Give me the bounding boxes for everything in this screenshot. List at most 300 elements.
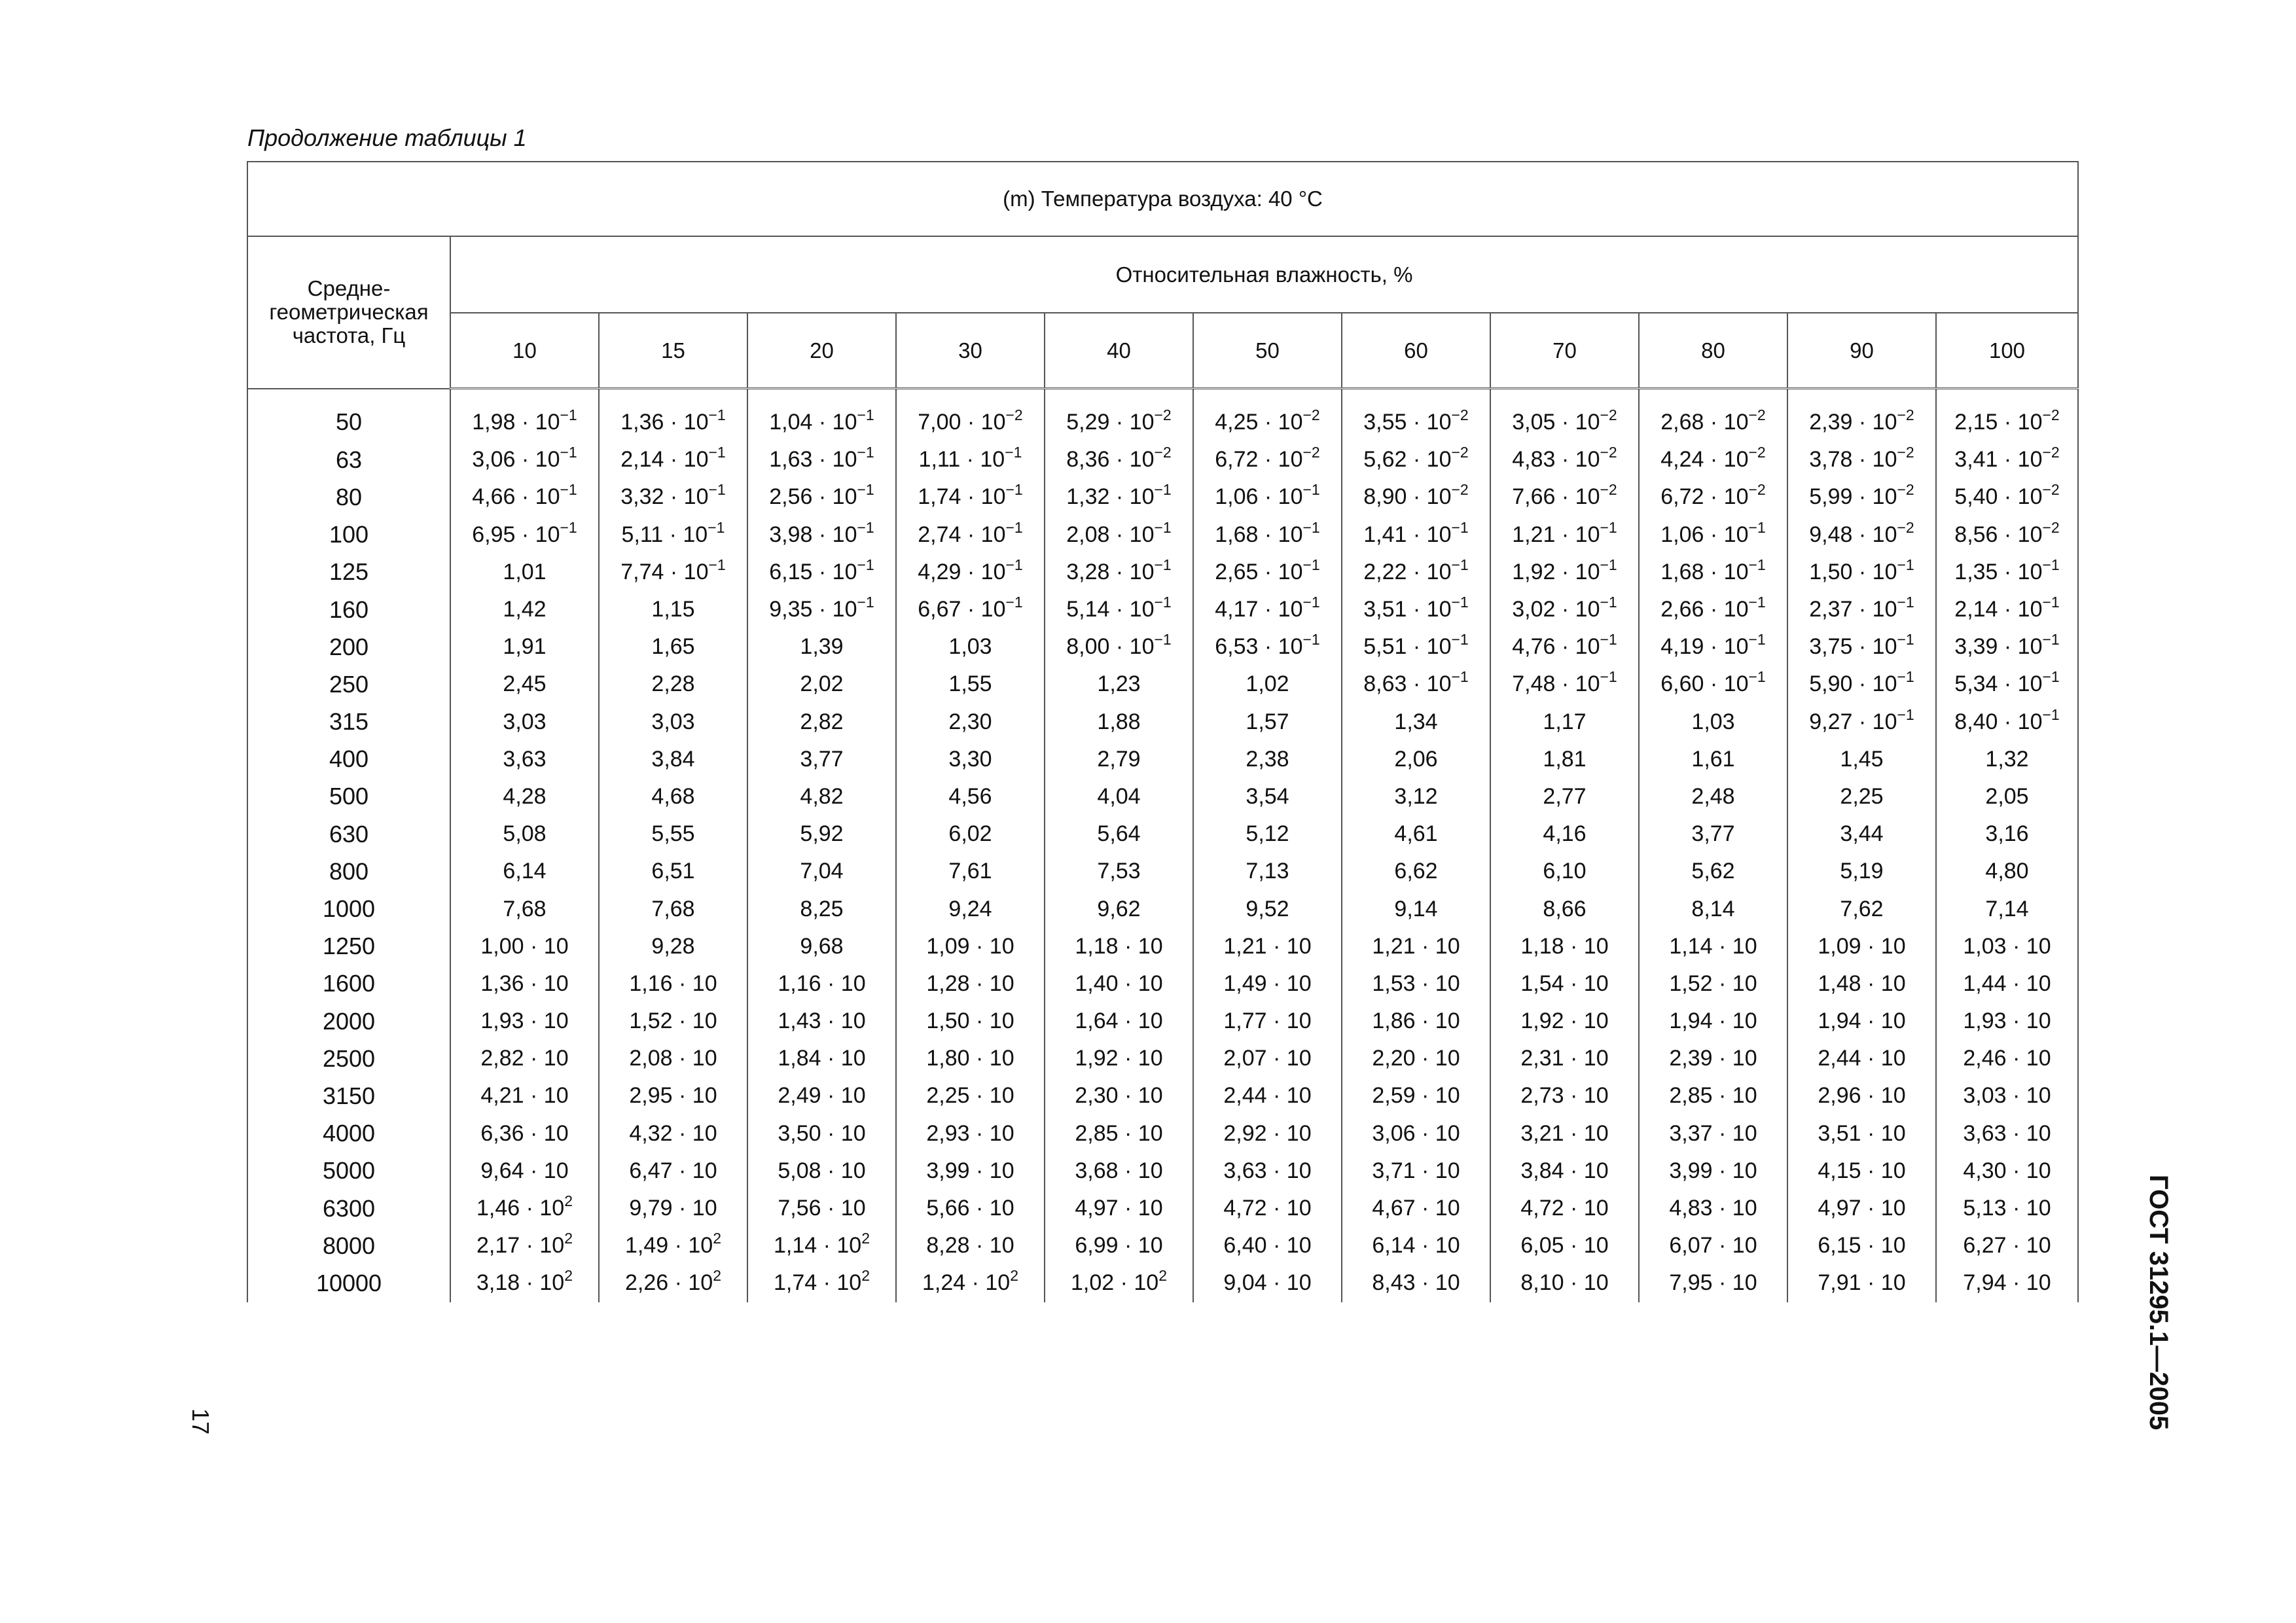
- attenuation-cell: 4,82: [747, 778, 896, 815]
- attenuation-cell: 9,62: [1045, 890, 1193, 927]
- table-row: [247, 666, 2078, 703]
- attenuation-cell: $1,06 \cdot 10^{-1}$: [1639, 516, 1787, 554]
- attenuation-cell: 3,68 · 10: [1045, 1152, 1193, 1190]
- attenuation-cell: 5,19: [1787, 853, 1936, 890]
- attenuation-cell: 3,51 · 10: [1787, 1115, 1936, 1152]
- attenuation-cell: $3,41 \cdot 10^{-2}$: [1936, 441, 2078, 478]
- attenuation-cell: $8,36 \cdot 10^{-2}$: [1045, 441, 1193, 478]
- attenuation-cell: $2,37 \cdot 10^{-1}$: [1787, 591, 1936, 628]
- attenuation-cell: 3,44: [1787, 815, 1936, 853]
- attenuation-cell: $1,68 \cdot 10^{-1}$: [1193, 516, 1342, 554]
- attenuation-cell: $1,50 \cdot 10^{-1}$: [1787, 554, 1936, 591]
- attenuation-cell: $3,32 \cdot 10^{-1}$: [599, 478, 747, 516]
- attenuation-cell: 8,14: [1639, 890, 1787, 927]
- frequency-cell: 1250: [247, 928, 450, 965]
- attenuation-cell: 6,51: [599, 853, 747, 890]
- attenuation-cell: $2,14 \cdot 10^{-1}$: [1936, 591, 2078, 628]
- attenuation-cell: $7,48 \cdot 10^{-1}$: [1490, 666, 1639, 703]
- attenuation-cell: 5,64: [1045, 815, 1193, 853]
- attenuation-cell: 1,84 · 10: [747, 1040, 896, 1077]
- attenuation-cell: 1,00 · 10: [450, 928, 599, 965]
- attenuation-cell: 7,94 · 10: [1936, 1264, 2078, 1302]
- attenuation-cell: 6,14: [450, 853, 599, 890]
- attenuation-cell: $4,83 \cdot 10^{-2}$: [1490, 441, 1639, 478]
- attenuation-cell: 7,91 · 10: [1787, 1264, 1936, 1302]
- attenuation-cell: $1,24 \cdot 10^2$: [896, 1264, 1045, 1302]
- attenuation-cell: 1,34: [1342, 704, 1490, 741]
- table-row: [247, 890, 2078, 927]
- table-row: [247, 1077, 2078, 1115]
- attenuation-cell: 1,91: [450, 628, 599, 666]
- attenuation-cell: 1,48 · 10: [1787, 965, 1936, 1003]
- attenuation-cell: 1,21 · 10: [1193, 928, 1342, 965]
- attenuation-cell: $3,06 \cdot 10^{-1}$: [450, 441, 599, 478]
- attenuation-cell: 1,28 · 10: [896, 965, 1045, 1003]
- attenuation-cell: 2,44 · 10: [1193, 1077, 1342, 1115]
- attenuation-cell: 3,84: [599, 741, 747, 778]
- table-row: [247, 478, 2078, 516]
- attenuation-cell: $5,11 \cdot 10^{-1}$: [599, 516, 747, 554]
- attenuation-cell: 1,55: [896, 666, 1045, 703]
- attenuation-cell: $3,28 \cdot 10^{-1}$: [1045, 554, 1193, 591]
- attenuation-cell: 3,12: [1342, 778, 1490, 815]
- attenuation-cell: 4,72 · 10: [1490, 1190, 1639, 1227]
- attenuation-cell: 6,14 · 10: [1342, 1227, 1490, 1264]
- attenuation-cell: 6,02: [896, 815, 1045, 853]
- attenuation-cell: $4,29 \cdot 10^{-1}$: [896, 554, 1045, 591]
- attenuation-cell: 4,61: [1342, 815, 1490, 853]
- frequency-cell: 63: [247, 441, 450, 478]
- attenuation-cell: $2,14 \cdot 10^{-1}$: [599, 441, 747, 478]
- attenuation-cell: $1,68 \cdot 10^{-1}$: [1639, 554, 1787, 591]
- frequency-cell: 80: [247, 478, 450, 516]
- attenuation-cell: $3,98 \cdot 10^{-1}$: [747, 516, 896, 554]
- attenuation-cell: $7,00 \cdot 10^{-2}$: [896, 389, 1045, 442]
- table-row: [247, 516, 2078, 554]
- attenuation-cell: 2,31 · 10: [1490, 1040, 1639, 1077]
- attenuation-cell: 4,72 · 10: [1193, 1190, 1342, 1227]
- attenuation-cell: 2,25 · 10: [896, 1077, 1045, 1115]
- attenuation-cell: 8,25: [747, 890, 896, 927]
- attenuation-cell: 1,15: [599, 591, 747, 628]
- attenuation-cell: 6,15 · 10: [1787, 1227, 1936, 1264]
- attenuation-cell: 9,64 · 10: [450, 1152, 599, 1190]
- frequency-cell: 3150: [247, 1077, 450, 1115]
- attenuation-cell: 1,93 · 10: [1936, 1003, 2078, 1040]
- attenuation-cell: $9,35 \cdot 10^{-1}$: [747, 591, 896, 628]
- attenuation-cell: $6,72 \cdot 10^{-2}$: [1639, 478, 1787, 516]
- attenuation-cell: 4,16: [1490, 815, 1639, 853]
- attenuation-cell: 1,40 · 10: [1045, 965, 1193, 1003]
- humidity-column-header: 80: [1639, 313, 1787, 389]
- attenuation-cell: 6,99 · 10: [1045, 1227, 1193, 1264]
- table-row: [247, 704, 2078, 741]
- attenuation-cell: 2,73 · 10: [1490, 1077, 1639, 1115]
- attenuation-cell: $4,66 \cdot 10^{-1}$: [450, 478, 599, 516]
- table-row: [247, 815, 2078, 853]
- frequency-cell: 10000: [247, 1264, 450, 1302]
- attenuation-cell: $1,74 \cdot 10^{-1}$: [896, 478, 1045, 516]
- attenuation-cell: 2,28: [599, 666, 747, 703]
- attenuation-cell: 6,10: [1490, 853, 1639, 890]
- attenuation-cell: 7,61: [896, 853, 1045, 890]
- attenuation-cell: 2,93 · 10: [896, 1115, 1045, 1152]
- attenuation-cell: $3,02 \cdot 10^{-1}$: [1490, 591, 1639, 628]
- attenuation-cell: 5,08: [450, 815, 599, 853]
- attenuation-cell: 1,92 · 10: [1045, 1040, 1193, 1077]
- attenuation-cell: 1,45: [1787, 741, 1936, 778]
- attenuation-cell: $3,55 \cdot 10^{-2}$: [1342, 389, 1490, 442]
- attenuation-cell: 3,54: [1193, 778, 1342, 815]
- attenuation-cell: 1,21 · 10: [1342, 928, 1490, 965]
- table-row: [247, 853, 2078, 890]
- attenuation-cell: 4,68: [599, 778, 747, 815]
- attenuation-cell: 2,25: [1787, 778, 1936, 815]
- attenuation-cell: 3,63: [450, 741, 599, 778]
- frequency-cell: 125: [247, 554, 450, 591]
- attenuation-cell: 2,02: [747, 666, 896, 703]
- attenuation-cell: 3,03 · 10: [1936, 1077, 2078, 1115]
- attenuation-cell: 6,36 · 10: [450, 1115, 599, 1152]
- attenuation-cell: 5,92: [747, 815, 896, 853]
- attenuation-cell: $6,95 \cdot 10^{-1}$: [450, 516, 599, 554]
- attenuation-cell: 1,42: [450, 591, 599, 628]
- attenuation-cell: $2,08 \cdot 10^{-1}$: [1045, 516, 1193, 554]
- attenuation-cell: $6,53 \cdot 10^{-1}$: [1193, 628, 1342, 666]
- attenuation-table: [247, 161, 2079, 1302]
- attenuation-cell: 1,57: [1193, 704, 1342, 741]
- attenuation-cell: $4,17 \cdot 10^{-1}$: [1193, 591, 1342, 628]
- attenuation-cell: $4,25 \cdot 10^{-2}$: [1193, 389, 1342, 442]
- frequency-cell: 8000: [247, 1227, 450, 1264]
- attenuation-cell: $8,00 \cdot 10^{-1}$: [1045, 628, 1193, 666]
- attenuation-cell: 9,79 · 10: [599, 1190, 747, 1227]
- attenuation-cell: 1,65: [599, 628, 747, 666]
- attenuation-cell: 7,04: [747, 853, 896, 890]
- attenuation-cell: 4,80: [1936, 853, 2078, 890]
- attenuation-cell: 7,68: [450, 890, 599, 927]
- attenuation-cell: $1,46 \cdot 10^2$: [450, 1190, 599, 1227]
- attenuation-cell: 5,12: [1193, 815, 1342, 853]
- attenuation-cell: 2,05: [1936, 778, 2078, 815]
- attenuation-cell: 6,05 · 10: [1490, 1227, 1639, 1264]
- attenuation-cell: 1,81: [1490, 741, 1639, 778]
- attenuation-cell: 7,95 · 10: [1639, 1264, 1787, 1302]
- attenuation-cell: 1,54 · 10: [1490, 965, 1639, 1003]
- attenuation-cell: 1,43 · 10: [747, 1003, 896, 1040]
- attenuation-cell: 9,68: [747, 928, 896, 965]
- attenuation-cell: $5,90 \cdot 10^{-1}$: [1787, 666, 1936, 703]
- humidity-column-header: 20: [747, 313, 896, 389]
- attenuation-cell: 3,99 · 10: [1639, 1152, 1787, 1190]
- attenuation-cell: $4,24 \cdot 10^{-2}$: [1639, 441, 1787, 478]
- attenuation-cell: $6,72 \cdot 10^{-2}$: [1193, 441, 1342, 478]
- attenuation-cell: $2,17 \cdot 10^2$: [450, 1227, 599, 1264]
- attenuation-cell: 2,30 · 10: [1045, 1077, 1193, 1115]
- attenuation-cell: 2,48: [1639, 778, 1787, 815]
- attenuation-cell: 1,53 · 10: [1342, 965, 1490, 1003]
- attenuation-cell: 1,52 · 10: [599, 1003, 747, 1040]
- table-row: [247, 1264, 2078, 1302]
- attenuation-cell: 9,28: [599, 928, 747, 965]
- table-body: [247, 389, 2078, 1302]
- attenuation-cell: 9,52: [1193, 890, 1342, 927]
- attenuation-cell: 4,83 · 10: [1639, 1190, 1787, 1227]
- frequency-cell: 50: [247, 389, 450, 442]
- attenuation-cell: $5,29 \cdot 10^{-2}$: [1045, 389, 1193, 442]
- attenuation-cell: $1,11 \cdot 10^{-1}$: [896, 441, 1045, 478]
- attenuation-cell: 2,46 · 10: [1936, 1040, 2078, 1077]
- attenuation-cell: 1,03: [1639, 704, 1787, 741]
- humidity-column-header: 30: [896, 313, 1045, 389]
- attenuation-cell: 3,50 · 10: [747, 1115, 896, 1152]
- attenuation-cell: $1,21 \cdot 10^{-1}$: [1490, 516, 1639, 554]
- attenuation-cell: 1,03 · 10: [1936, 928, 2078, 965]
- attenuation-cell: $1,14 \cdot 10^2$: [747, 1227, 896, 1264]
- frequency-cell: 400: [247, 741, 450, 778]
- attenuation-cell: $1,04 \cdot 10^{-1}$: [747, 389, 896, 442]
- table-row: [247, 928, 2078, 965]
- attenuation-cell: 3,71 · 10: [1342, 1152, 1490, 1190]
- attenuation-cell: $1,98 \cdot 10^{-1}$: [450, 389, 599, 442]
- attenuation-cell: 1,17: [1490, 704, 1639, 741]
- attenuation-cell: 3,03: [450, 704, 599, 741]
- attenuation-cell: 7,62: [1787, 890, 1936, 927]
- frequency-cell: 200: [247, 628, 450, 666]
- humidity-column-header: 70: [1490, 313, 1639, 389]
- attenuation-cell: $3,51 \cdot 10^{-1}$: [1342, 591, 1490, 628]
- attenuation-cell: 1,02: [1193, 666, 1342, 703]
- attenuation-cell: 3,84 · 10: [1490, 1152, 1639, 1190]
- frequency-cell: 500: [247, 778, 450, 815]
- frequency-cell: 4000: [247, 1115, 450, 1152]
- attenuation-cell: 3,06 · 10: [1342, 1115, 1490, 1152]
- attenuation-cell: 2,39 · 10: [1639, 1040, 1787, 1077]
- attenuation-cell: $2,74 \cdot 10^{-1}$: [896, 516, 1045, 554]
- attenuation-cell: 1,36 · 10: [450, 965, 599, 1003]
- attenuation-cell: 4,21 · 10: [450, 1077, 599, 1115]
- attenuation-cell: $1,36 \cdot 10^{-1}$: [599, 389, 747, 442]
- attenuation-cell: $8,56 \cdot 10^{-2}$: [1936, 516, 2078, 554]
- attenuation-cell: $2,15 \cdot 10^{-2}$: [1936, 389, 2078, 442]
- frequency-header-line: геометрическая: [269, 300, 429, 325]
- frequency-cell: 315: [247, 704, 450, 741]
- document-standard-label: ГОСТ 31295.1—2005: [2144, 1175, 2173, 1431]
- attenuation-cell: 1,64 · 10: [1045, 1003, 1193, 1040]
- humidity-columns-row: [247, 313, 2078, 389]
- attenuation-cell: 6,07 · 10: [1639, 1227, 1787, 1264]
- humidity-header: Относительная влажность, %: [450, 236, 2078, 313]
- attenuation-cell: 2,44 · 10: [1787, 1040, 1936, 1077]
- attenuation-cell: $3,18 \cdot 10^2$: [450, 1264, 599, 1302]
- attenuation-cell: 1,01: [450, 554, 599, 591]
- attenuation-cell: 2,45: [450, 666, 599, 703]
- attenuation-cell: 1,92 · 10: [1490, 1003, 1639, 1040]
- attenuation-cell: 2,06: [1342, 741, 1490, 778]
- attenuation-cell: $1,41 \cdot 10^{-1}$: [1342, 516, 1490, 554]
- attenuation-cell: $2,22 \cdot 10^{-1}$: [1342, 554, 1490, 591]
- frequency-cell: 800: [247, 853, 450, 890]
- attenuation-cell: 1,94 · 10: [1787, 1003, 1936, 1040]
- attenuation-cell: 1,32: [1936, 741, 2078, 778]
- frequency-header-line: частота, Гц: [292, 323, 406, 348]
- attenuation-cell: 2,82 · 10: [450, 1040, 599, 1077]
- attenuation-cell: 2,20 · 10: [1342, 1040, 1490, 1077]
- attenuation-cell: 4,67 · 10: [1342, 1190, 1490, 1227]
- attenuation-cell: 1,09 · 10: [1787, 928, 1936, 965]
- table-row: [247, 741, 2078, 778]
- attenuation-cell: 4,28: [450, 778, 599, 815]
- attenuation-cell: $3,78 \cdot 10^{-2}$: [1787, 441, 1936, 478]
- attenuation-cell: 7,56 · 10: [747, 1190, 896, 1227]
- attenuation-cell: $3,05 \cdot 10^{-2}$: [1490, 389, 1639, 442]
- attenuation-cell: 1,77 · 10: [1193, 1003, 1342, 1040]
- table-row: [247, 778, 2078, 815]
- table-row: [247, 1152, 2078, 1190]
- attenuation-cell: 2,95 · 10: [599, 1077, 747, 1115]
- attenuation-cell: $9,48 \cdot 10^{-2}$: [1787, 516, 1936, 554]
- attenuation-cell: 3,30: [896, 741, 1045, 778]
- attenuation-cell: $6,60 \cdot 10^{-1}$: [1639, 666, 1787, 703]
- attenuation-cell: 3,37 · 10: [1639, 1115, 1787, 1152]
- attenuation-cell: $3,39 \cdot 10^{-1}$: [1936, 628, 2078, 666]
- attenuation-cell: 9,24: [896, 890, 1045, 927]
- attenuation-cell: 1,16 · 10: [599, 965, 747, 1003]
- attenuation-cell: 1,94 · 10: [1639, 1003, 1787, 1040]
- table-title: (m) Температура воздуха: 40 °С: [247, 162, 2078, 236]
- attenuation-cell: $5,40 \cdot 10^{-2}$: [1936, 478, 2078, 516]
- attenuation-cell: 5,55: [599, 815, 747, 853]
- attenuation-cell: $5,14 \cdot 10^{-1}$: [1045, 591, 1193, 628]
- attenuation-cell: $2,68 \cdot 10^{-2}$: [1639, 389, 1787, 442]
- attenuation-cell: 6,62: [1342, 853, 1490, 890]
- frequency-cell: 2500: [247, 1040, 450, 1077]
- attenuation-cell: $1,32 \cdot 10^{-1}$: [1045, 478, 1193, 516]
- frequency-cell: 1000: [247, 890, 450, 927]
- attenuation-cell: 2,08 · 10: [599, 1040, 747, 1077]
- attenuation-cell: $8,40 \cdot 10^{-1}$: [1936, 704, 2078, 741]
- attenuation-cell: 1,61: [1639, 741, 1787, 778]
- attenuation-cell: 1,86 · 10: [1342, 1003, 1490, 1040]
- attenuation-cell: $2,65 \cdot 10^{-1}$: [1193, 554, 1342, 591]
- humidity-column-header: 90: [1787, 313, 1936, 389]
- attenuation-cell: 1,14 · 10: [1639, 928, 1787, 965]
- humidity-column-header: 50: [1193, 313, 1342, 389]
- table-row: [247, 1190, 2078, 1227]
- frequency-cell: 6300: [247, 1190, 450, 1227]
- page-number: 17: [187, 1408, 214, 1435]
- attenuation-cell: 2,82: [747, 704, 896, 741]
- frequency-cell: 1600: [247, 965, 450, 1003]
- attenuation-cell: 1,93 · 10: [450, 1003, 599, 1040]
- humidity-column-header: 60: [1342, 313, 1490, 389]
- attenuation-cell: 1,18 · 10: [1045, 928, 1193, 965]
- table-row: [247, 554, 2078, 591]
- attenuation-cell: $6,67 \cdot 10^{-1}$: [896, 591, 1045, 628]
- frequency-cell: 160: [247, 591, 450, 628]
- attenuation-cell: $1,06 \cdot 10^{-1}$: [1193, 478, 1342, 516]
- attenuation-cell: 3,63 · 10: [1936, 1115, 2078, 1152]
- attenuation-cell: 4,15 · 10: [1787, 1152, 1936, 1190]
- attenuation-cell: 8,43 · 10: [1342, 1264, 1490, 1302]
- attenuation-cell: $6,15 \cdot 10^{-1}$: [747, 554, 896, 591]
- attenuation-cell: $2,66 \cdot 10^{-1}$: [1639, 591, 1787, 628]
- attenuation-cell: 1,18 · 10: [1490, 928, 1639, 965]
- attenuation-cell: $5,62 \cdot 10^{-2}$: [1342, 441, 1490, 478]
- attenuation-cell: $1,63 \cdot 10^{-1}$: [747, 441, 896, 478]
- humidity-column-header: 15: [599, 313, 747, 389]
- attenuation-cell: 3,63 · 10: [1193, 1152, 1342, 1190]
- table-row: [247, 441, 2078, 478]
- attenuation-cell: 5,08 · 10: [747, 1152, 896, 1190]
- attenuation-cell: $7,66 \cdot 10^{-2}$: [1490, 478, 1639, 516]
- attenuation-cell: $3,75 \cdot 10^{-1}$: [1787, 628, 1936, 666]
- table-row: [247, 1227, 2078, 1264]
- attenuation-cell: 2,77: [1490, 778, 1639, 815]
- attenuation-cell: 7,13: [1193, 853, 1342, 890]
- attenuation-cell: $4,76 \cdot 10^{-1}$: [1490, 628, 1639, 666]
- attenuation-cell: 3,16: [1936, 815, 2078, 853]
- attenuation-cell: $1,35 \cdot 10^{-1}$: [1936, 554, 2078, 591]
- attenuation-cell: $2,39 \cdot 10^{-2}$: [1787, 389, 1936, 442]
- attenuation-cell: 1,50 · 10: [896, 1003, 1045, 1040]
- attenuation-cell: $2,56 \cdot 10^{-1}$: [747, 478, 896, 516]
- attenuation-cell: 2,79: [1045, 741, 1193, 778]
- frequency-cell: 250: [247, 666, 450, 703]
- attenuation-cell: 2,49 · 10: [747, 1077, 896, 1115]
- attenuation-cell: 2,85 · 10: [1639, 1077, 1787, 1115]
- attenuation-cell: 2,96 · 10: [1787, 1077, 1936, 1115]
- attenuation-cell: 2,38: [1193, 741, 1342, 778]
- attenuation-cell: 1,03: [896, 628, 1045, 666]
- attenuation-cell: 1,49 · 10: [1193, 965, 1342, 1003]
- table-row: [247, 389, 2078, 442]
- attenuation-cell: 1,16 · 10: [747, 965, 896, 1003]
- table-caption: Продолжение таблицы 1: [247, 124, 527, 151]
- attenuation-cell: 5,66 · 10: [896, 1190, 1045, 1227]
- attenuation-cell: 4,04: [1045, 778, 1193, 815]
- attenuation-cell: $9,27 \cdot 10^{-1}$: [1787, 704, 1936, 741]
- attenuation-cell: 3,03: [599, 704, 747, 741]
- attenuation-cell: 6,47 · 10: [599, 1152, 747, 1190]
- attenuation-cell: $8,90 \cdot 10^{-2}$: [1342, 478, 1490, 516]
- table-row: [247, 1003, 2078, 1040]
- attenuation-cell: $1,49 \cdot 10^2$: [599, 1227, 747, 1264]
- attenuation-cell: 4,32 · 10: [599, 1115, 747, 1152]
- attenuation-cell: 1,44 · 10: [1936, 965, 2078, 1003]
- attenuation-cell: 8,66: [1490, 890, 1639, 927]
- attenuation-cell: $4,19 \cdot 10^{-1}$: [1639, 628, 1787, 666]
- attenuation-cell: 3,77: [1639, 815, 1787, 853]
- humidity-column-header: 10: [450, 313, 599, 389]
- attenuation-cell: 8,10 · 10: [1490, 1264, 1639, 1302]
- attenuation-cell: 1,23: [1045, 666, 1193, 703]
- attenuation-cell: $2,26 \cdot 10^2$: [599, 1264, 747, 1302]
- table-row: [247, 591, 2078, 628]
- attenuation-cell: $5,99 \cdot 10^{-2}$: [1787, 478, 1936, 516]
- attenuation-cell: 4,97 · 10: [1045, 1190, 1193, 1227]
- humidity-column-header: 100: [1936, 313, 2078, 389]
- table-row: [247, 1040, 2078, 1077]
- attenuation-cell: 3,21 · 10: [1490, 1115, 1639, 1152]
- attenuation-cell: 7,68: [599, 890, 747, 927]
- frequency-header-line: Средне-: [307, 276, 391, 301]
- frequency-cell: 5000: [247, 1152, 450, 1190]
- attenuation-cell: 1,52 · 10: [1639, 965, 1787, 1003]
- attenuation-cell: 7,53: [1045, 853, 1193, 890]
- attenuation-cell: 3,99 · 10: [896, 1152, 1045, 1190]
- attenuation-cell: $1,92 \cdot 10^{-1}$: [1490, 554, 1639, 591]
